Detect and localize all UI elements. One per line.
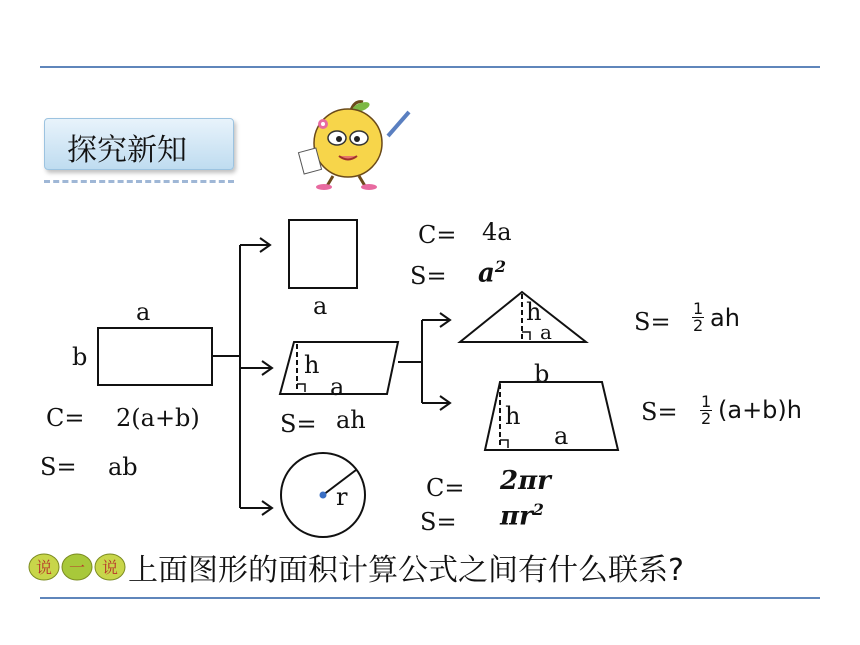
trapezoid-right-angle — [500, 440, 508, 448]
rectangle-perimeter-label: C= — [46, 404, 85, 432]
say-char-3: 说 — [101, 558, 119, 577]
say-char-2: 一 — [68, 558, 86, 577]
arrow-to-triangle — [422, 313, 450, 327]
arrow-to-trapezoid — [422, 396, 450, 410]
circle-area-label: S= — [420, 508, 457, 536]
arrow-to-parallelogram — [240, 361, 272, 375]
triangle-frac-num: 1 — [693, 299, 704, 318]
circle-radius-label: r — [336, 483, 348, 511]
square-area-label: S= — [410, 262, 447, 290]
square-area-value — [478, 259, 506, 287]
square-perimeter-value: 4a — [482, 218, 512, 246]
square-area-base: a — [478, 258, 495, 289]
triangle-area-tail: ah — [710, 304, 740, 332]
trapezoid-height-label: h — [505, 402, 521, 430]
rectangle-area-value: ab — [108, 453, 138, 481]
trapezoid-frac-den: 2 — [701, 409, 712, 428]
parallelogram-area-value: ah — [336, 406, 366, 434]
parallelogram-height-label: h — [304, 351, 320, 379]
triangle-right-angle — [522, 332, 530, 340]
rectangle-area-label: S= — [40, 453, 77, 481]
triangle-frac-den: 2 — [693, 316, 704, 335]
trapezoid-frac-num: 1 — [701, 392, 712, 411]
arrow-to-square — [240, 238, 270, 252]
badge-label: 探究新知 — [67, 133, 187, 168]
square-area-exponent: 2 — [494, 257, 506, 276]
arrow-to-circle — [240, 501, 272, 515]
triangle-area-label: S= — [634, 308, 671, 336]
prompt-line — [28, 545, 684, 589]
circle-area-exponent: 2 — [532, 500, 544, 519]
circle-area-value — [500, 502, 544, 530]
rectangle-side-label: b — [72, 343, 88, 371]
trapezoid-area-tail: (a+b)h — [718, 396, 802, 424]
trapezoid-area-label: S= — [641, 398, 678, 426]
trapezoid-top-label: b — [534, 360, 550, 388]
prompt-question: 上面图形的面积计算公式之间有什么联系? — [128, 553, 684, 588]
parallelogram-right-angle — [297, 384, 305, 392]
say-icon — [28, 551, 126, 583]
triangle-height-label: h — [526, 298, 542, 326]
trapezoid-fraction — [700, 394, 712, 427]
trapezoid-base-label: a — [554, 422, 569, 450]
square-perimeter-label: C= — [418, 221, 457, 249]
triangle-base-label: a — [540, 320, 552, 344]
rectangle-top-label: a — [136, 298, 151, 326]
triangle-fraction — [692, 301, 704, 334]
square-shape — [289, 220, 357, 288]
say-char-1: 说 — [35, 558, 53, 577]
circle-perimeter-label: C= — [426, 474, 465, 502]
square-side-label: a — [313, 292, 328, 320]
rectangle-shape — [98, 328, 212, 385]
circle-perimeter-value: 2πr — [500, 466, 551, 496]
circle-area-base: πr — [500, 501, 533, 532]
circle-center — [320, 492, 327, 499]
parallelogram-area-label: S= — [280, 410, 317, 438]
rectangle-perimeter-value: 2(a+b) — [116, 404, 200, 432]
parallelogram-connector — [398, 320, 422, 403]
parallelogram-base-label: a — [330, 373, 345, 401]
